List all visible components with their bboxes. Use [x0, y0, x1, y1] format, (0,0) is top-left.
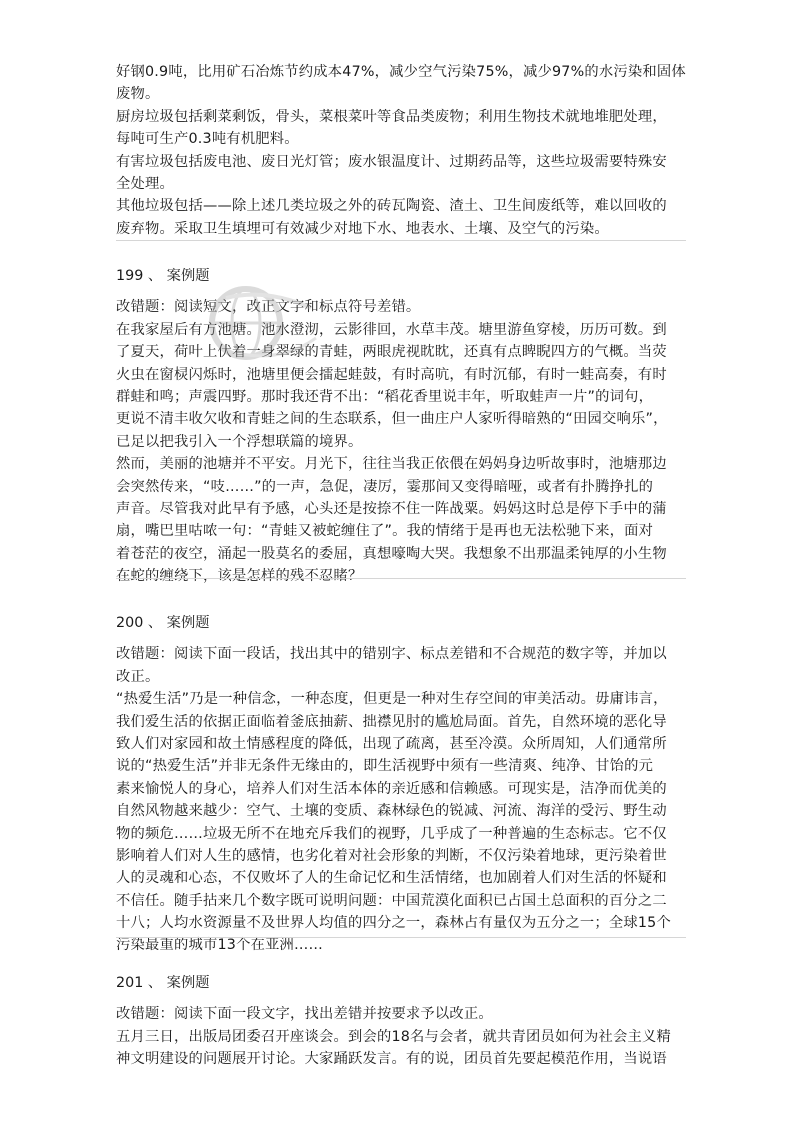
intro-paragraphs: [116, 61, 690, 240]
text-line: 改错题：阅读下面一段文字，找出差错并按要求予以改正。: [116, 1006, 493, 1023]
text-line: 更说不清丰收欠收和青蛙之间的生态联系，但一曲庄户人家听得暗熟的“田园交响乐”，: [116, 411, 668, 428]
question-header: 200 、 案例题: [116, 615, 210, 631]
text-line: 群蛙和鸣；声震四野。那时我还背不出：“稻花香里说丰年，听取蛙声一片”的词句，: [116, 388, 654, 405]
text-line: 致人们对家园和故土情感程度的降低，出现了疏离，甚至冷漠。众所周知，人们通常所: [116, 735, 667, 752]
text-line: 然而，美丽的池塘并不平安。月光下，往往当我正依偎在妈妈身边听故事时，池塘那边: [116, 456, 667, 473]
question-201: [116, 972, 690, 1071]
text-line: 物的频危……垃圾无所不在地充斥我们的视野，几乎成了一种普遍的生态标志。它不仅: [116, 825, 667, 842]
text-line: 改错题：阅读下面一段话，找出其中的错别字、标点差错和不合规范的数字等，并加以: [116, 646, 667, 663]
text-line: 五月三日，出版局团委召开座谈会。到会的18名与会者，就共青团员如何为社会主义精: [116, 1028, 671, 1045]
text-line: 十八；人均水资源量不及世界人均值的四分之一，森林占有量仅为五分之一；全球15个: [116, 915, 671, 932]
text-line: 已足以把我引入一个浮想联篇的境界。: [116, 433, 363, 450]
text-line: 会突然传来，“吱……”的一声，急促，凄厉，霎那间又变得暗哑，或者有扑腾挣扎的: [116, 478, 654, 495]
text-line: 了夏天，荷叶上伏着一身翠绿的青蛙，两眼虎视眈眈，还真有点睥睨四方的气概。当荧: [116, 344, 667, 361]
text-line: 自然风物越来越少：空气、土壤的变质、森林绿色的锐减、河流、海洋的受污、野生动: [116, 803, 667, 820]
text-line: 全处理。: [116, 175, 174, 192]
text-line: 改错题：阅读短文，改正文字和标点符号差错。: [116, 299, 421, 316]
text-line: 其他垃圾包括——除上述几类垃圾之外的砖瓦陶瓷、渣土、卫生间废纸等，难以回收的: [116, 198, 667, 215]
text-line: 说的“热爱生活”并非无条件无缘由的，即生活视野中须有一些清爽、纯净、甘饴的元: [116, 758, 654, 775]
question-200: [116, 612, 690, 957]
question-header: 201 、 案例题: [116, 975, 210, 991]
text-line: 有害垃圾包括废电池、废日光灯管；废水银温度计、过期药品等，这些垃圾需要特殊安: [116, 153, 667, 170]
text-line: 我们爱生活的依据正面临着釜底抽薪、拙襟见肘的尴尬局面。首先，自然环境的恶化导: [116, 713, 667, 730]
text-line: 污染最重的城市13个在亚洲……: [116, 937, 324, 954]
text-line: “热爱生活”乃是一种信念，一种态度，但更是一种对生存空间的审美活动。毋庸讳言，: [116, 691, 668, 708]
text-line: 厨房垃圾包括剩菜剩饭，骨头，菜根菜叶等食品类废物；利用生物技术就地堆肥处理，: [116, 108, 667, 125]
text-line: 声音。尽管我对此早有予感，心头还是按捺不住一阵战粟。妈妈这时总是停下手中的蒲: [116, 500, 667, 517]
text-line: 在蛇的缠绕下，该是怎样的残不忍睹？: [116, 568, 363, 585]
section-divider: [116, 937, 686, 938]
section-divider: [116, 240, 686, 241]
text-line: 着苍茫的夜空，涌起一股莫名的委屈，真想嚎啕大哭。我想象不出那温柔钝厚的小生物: [116, 545, 667, 562]
text-line: 改正。: [116, 668, 160, 685]
text-line: 废弃物。采取卫生填埋可有效减少对地下水、地表水、土壤、及空气的污染。: [116, 220, 609, 237]
text-line: 好钢0.9吨，比用矿石冶炼节约成本47%，减少空气污染75%，减少97%的水污染和固体: [116, 64, 686, 80]
text-line: 不信任。随手拈来几个数字既可说明问题：中国荒漠化面积已占国土总面积的百分之二: [116, 892, 667, 909]
text-line: 在我家屋后有方池塘。池水澄沏，云影徘回，水草丰茂。塘里游鱼穿棱，历历可数。到: [116, 321, 667, 338]
question-header: 199 、 案例题: [116, 268, 210, 284]
text-line: 火虫在窗棂闪烁时，池塘里便会擂起蛙鼓，有时高吭，有时沉郁，有时一蛙高奏，有时: [116, 366, 667, 383]
text-line: 废物。: [116, 86, 160, 103]
text-line: 人的灵魂和心态，不仅败坏了人的生命记忆和生活情绪，也加剧着人们对生活的怀疑和: [116, 870, 667, 887]
text-line: 每吨可生产0.3吨有机肥料。: [116, 131, 299, 148]
section-divider: [116, 578, 686, 579]
text-line: 影响着人们对人生的感情，也劣化着对社会形象的判断，不仅污染着地球，更污染着世: [116, 847, 667, 864]
text-line: 素来愉悦人的身心，培养人们对生活本体的亲近感和信赖感。可现实是，洁净而优美的: [116, 780, 667, 797]
text-line: 扇，嘴巴里咕哝一句：“青蛙又被蛇缠住了”。我的情绪于是再也无法松驰下来，面对: [116, 523, 654, 540]
question-199: [116, 265, 690, 587]
text-line: 神文明建设的问题展开讨论。大家踊跃发言。有的说，团员首先要起模范作用，当说语: [116, 1051, 667, 1068]
